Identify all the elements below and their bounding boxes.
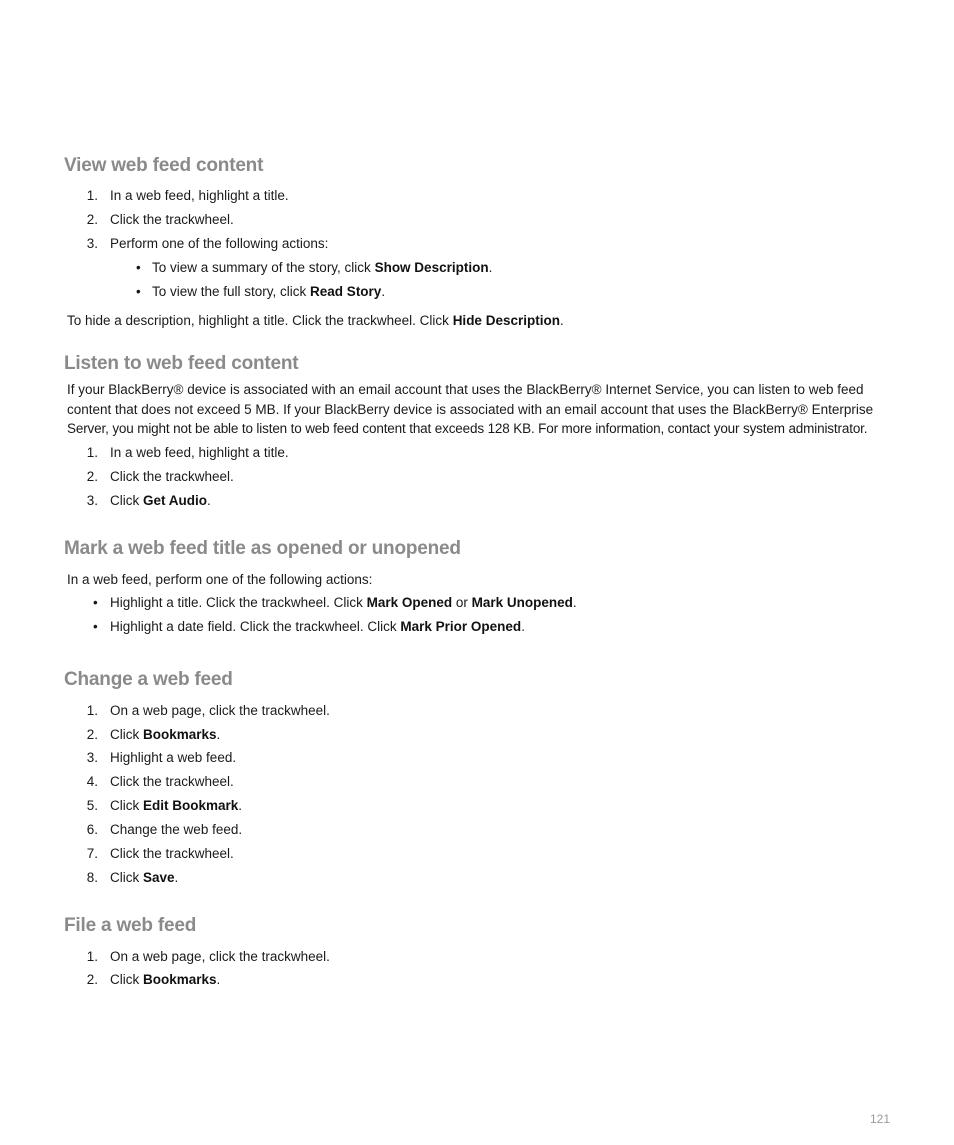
step-text: On a web page, click the trackwheel.	[110, 703, 330, 718]
step-text: On a web page, click the trackwheel.	[110, 949, 330, 964]
note-text: To hide a description, highlight a title. Click the trackwheel. Click Hide Description.	[67, 313, 564, 328]
heading-change-a-web-feed: Change a web feed	[64, 669, 233, 690]
step-number: 5.	[86, 798, 98, 813]
step-text: Click Save.	[110, 870, 179, 885]
step-number: 2.	[86, 727, 98, 742]
paragraph-line: content that does not exceed 5 MB. If your BlackBerry device is associated with an email account that uses the BlackBerry® Enterprise	[67, 402, 874, 417]
step-text: Click Bookmarks.	[110, 727, 221, 742]
step-text: Click the trackwheel.	[110, 774, 234, 789]
step-text: Highlight a web feed.	[110, 750, 237, 765]
step-text: In a web feed, highlight a title.	[110, 445, 289, 460]
step-number: 6.	[86, 822, 98, 837]
heading-mark-web-feed-title: Mark a web feed title as opened or unopened	[64, 538, 461, 559]
page-number: 121	[869, 1112, 890, 1126]
bullet-text: Highlight a title. Click the trackwheel. Click Mark Opened or Mark Unopened.	[110, 595, 577, 610]
paragraph-line: If your BlackBerry® device is associated with an email account that uses the BlackBerry® Internet Service, you can listen to web feed	[67, 382, 864, 397]
step-text: Click the trackwheel.	[110, 469, 234, 484]
step-text: Click the trackwheel.	[110, 212, 234, 227]
step-number: 7.	[86, 846, 98, 861]
sub-bullet-text: To view the full story, click Read Story.	[152, 284, 386, 299]
step-text: Change the web feed.	[110, 822, 243, 837]
step-number: 1.	[86, 445, 98, 460]
step-number: 8.	[86, 870, 98, 885]
step-number: 2.	[86, 469, 98, 484]
step-text: Click Get Audio.	[110, 493, 211, 508]
step-number: 3.	[86, 493, 98, 508]
step-number: 3.	[86, 750, 98, 765]
step-number: 1.	[86, 949, 98, 964]
step-text: In a web feed, highlight a title.	[110, 188, 289, 203]
intro-text: In a web feed, perform one of the following actions:	[67, 572, 373, 587]
bullet-glyph: •	[93, 619, 98, 634]
bullet-text: Highlight a date field. Click the trackwheel. Click Mark Prior Opened.	[110, 619, 525, 634]
step-number: 3.	[86, 236, 98, 251]
step-number: 1.	[86, 703, 98, 718]
bullet-glyph: •	[136, 284, 141, 299]
heading-view-web-feed-content: View web feed content	[64, 155, 264, 176]
paragraph-line: Server, you might not be able to listen to web feed content that exceeds 128 KB. For more information, contact your system administrator.	[67, 421, 868, 436]
step-number: 1.	[86, 188, 98, 203]
bullet-glyph: •	[93, 595, 98, 610]
bullet-glyph: •	[136, 260, 141, 275]
step-text: Click Edit Bookmark.	[110, 798, 243, 813]
step-text: Click Bookmarks.	[110, 972, 221, 987]
heading-listen-to-web-feed-content: Listen to web feed content	[64, 353, 299, 374]
step-text: Click the trackwheel.	[110, 846, 234, 861]
step-number: 2.	[86, 972, 98, 987]
step-number: 2.	[86, 212, 98, 227]
step-number: 4.	[86, 774, 98, 789]
sub-bullet-text: To view a summary of the story, click Show Description.	[152, 260, 493, 275]
heading-file-a-web-feed: File a web feed	[64, 915, 197, 936]
step-text: Perform one of the following actions:	[110, 236, 329, 251]
